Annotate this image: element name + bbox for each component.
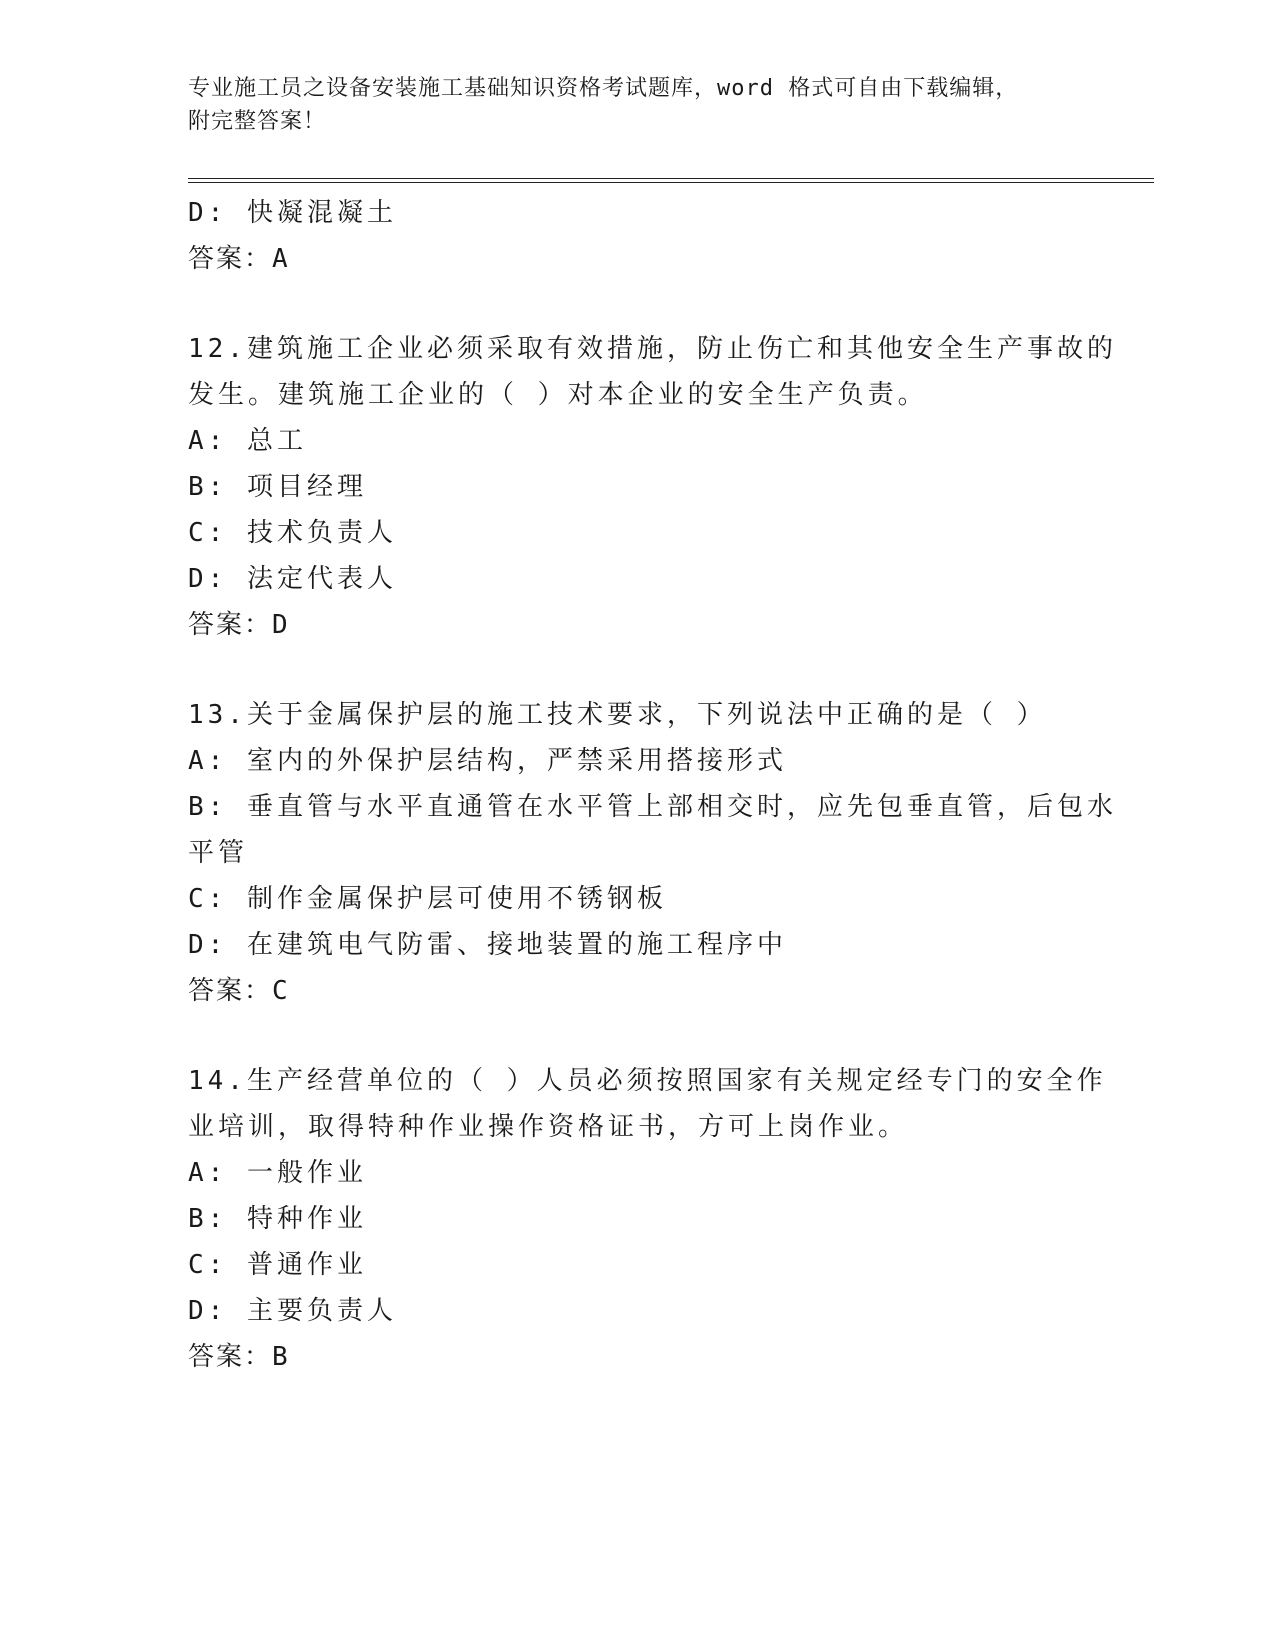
- option-b-line-1: B: 垂直管与水平直通管在水平管上部相交时，应先包垂直管，后包水: [188, 792, 1117, 822]
- option-c: C: 普通作业: [188, 1250, 367, 1280]
- answer-label: 答案：: [188, 244, 273, 274]
- question-12: [188, 326, 1117, 648]
- answer-label: 答案：: [188, 610, 273, 640]
- question-stem-line: 14.生产经营单位的（ ）人员必须按照国家有关规定经专门的安全作: [188, 1066, 1107, 1096]
- option-b: B: 特种作业: [188, 1204, 367, 1234]
- option-b-line-2: 平管: [188, 838, 249, 868]
- option-a: A: 一般作业: [188, 1158, 367, 1188]
- question-stem-line: 13.关于金属保护层的施工技术要求，下列说法中正确的是（ ）: [188, 700, 1047, 730]
- answer: [188, 1334, 1088, 1380]
- option-d: D: 主要负责人: [188, 1296, 397, 1326]
- header-divider-top: [188, 178, 1154, 179]
- header-line-2: 附完整答案！: [188, 109, 327, 134]
- answer-label: 答案：: [188, 1342, 273, 1372]
- answer-label: 答案：: [188, 976, 273, 1006]
- question-stem-line: 业培训，取得特种作业操作资格证书，方可上岗作业。: [188, 1112, 909, 1142]
- question-stem-line: 发生。建筑施工企业的（ ）对本企业的安全生产负责。: [188, 380, 928, 410]
- answer-value: C: [272, 976, 290, 1006]
- question-content: [188, 190, 1117, 1380]
- option-d: D: 法定代表人: [188, 564, 397, 594]
- header-divider-bottom: [188, 182, 1154, 183]
- document-header: [188, 72, 1088, 138]
- option-b: B: 项目经理: [188, 472, 367, 502]
- answer: [188, 602, 1088, 648]
- option-c: C: 技术负责人: [188, 518, 397, 548]
- option-a: A: 室内的外保护层结构，严禁采用搭接形式: [188, 746, 787, 776]
- prev-option-d: D: 快凝混凝土: [188, 198, 397, 228]
- question-13: [188, 692, 1117, 1014]
- header-line-1: 专业施工员之设备安装施工基础知识资格考试题库，word 格式可自由下载编辑，: [188, 76, 1019, 101]
- option-c: C: 制作金属保护层可使用不锈钢板: [188, 884, 667, 914]
- prev-answer: [188, 236, 1088, 282]
- answer: [188, 968, 1088, 1014]
- answer-value: D: [272, 610, 290, 640]
- question-stem-line: 12.建筑施工企业必须采取有效措施，防止伤亡和其他安全生产事故的: [188, 334, 1117, 364]
- answer-value: B: [272, 1342, 290, 1372]
- answer-value: A: [272, 244, 290, 274]
- option-a: A: 总工: [188, 426, 307, 456]
- question-14: [188, 1058, 1107, 1380]
- option-d: D: 在建筑电气防雷、接地装置的施工程序中: [188, 930, 787, 960]
